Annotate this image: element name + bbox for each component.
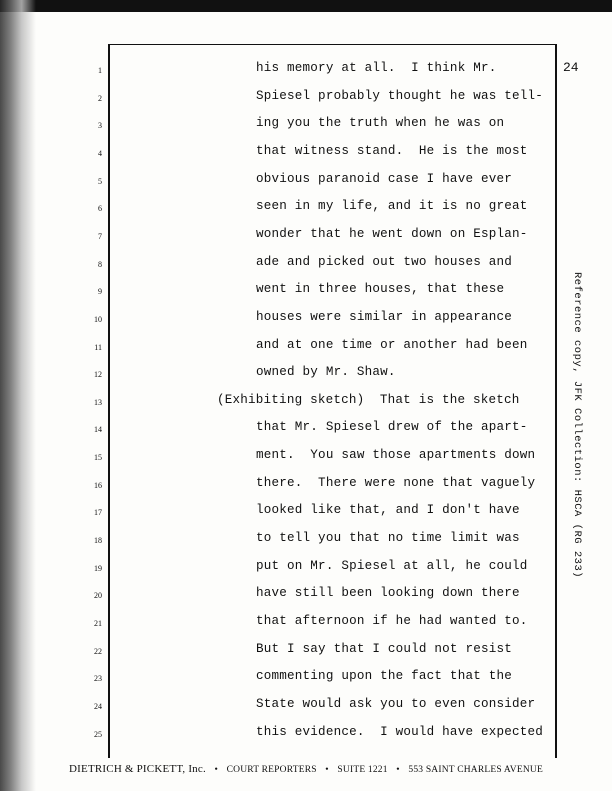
- transcript-line: that Mr. Spiesel drew of the apart-: [256, 420, 528, 435]
- transcript-line: commenting upon the fact that the: [256, 669, 512, 684]
- transcript-line: to tell you that no time limit was: [256, 531, 520, 546]
- transcript-line: there. There were none that vaguely: [256, 475, 536, 490]
- line-number: 13: [94, 397, 102, 407]
- transcript-line: that afternoon if he had wanted to.: [256, 614, 528, 628]
- reference-stamp: Reference copy, JFK Collection: HSCA (RG 233): [571, 272, 583, 579]
- line-number: 8: [98, 259, 102, 269]
- transcript-line: wonder that he went down on Esplan-: [256, 226, 528, 241]
- transcript-line: went in three houses, that these: [256, 282, 505, 297]
- line-number: 7: [98, 231, 102, 241]
- transcript-line: obvious paranoid case I have ever: [256, 171, 512, 186]
- line-number: 1: [98, 66, 102, 75]
- firm-address: 553 SAINT CHARLES AVENUE: [408, 765, 543, 775]
- firm-role: COURT REPORTERS: [226, 765, 317, 775]
- line-number: 17: [94, 508, 102, 518]
- transcript-line: this evidence. I would have expected: [256, 724, 544, 739]
- footer-separator: •: [396, 765, 400, 775]
- firm-suite: SUITE 1221: [337, 765, 388, 775]
- transcript-line: seen in my life, and it is no great: [256, 199, 528, 214]
- court-reporter-footer: [0, 763, 612, 775]
- transcript-line: ment. You saw those apartments down: [256, 448, 536, 463]
- line-number: 23: [94, 674, 102, 684]
- transcript-line: and at one time or another had been: [256, 337, 528, 352]
- line-number: 19: [94, 563, 102, 573]
- transcript-line: put on Mr. Spiesel at all, he could: [256, 558, 528, 573]
- transcript-line: that witness stand. He is the most: [256, 143, 528, 158]
- transcript-line: (Exhibiting sketch) That is the sketch: [217, 392, 520, 407]
- line-number: 4: [98, 148, 102, 158]
- line-number: 5: [98, 176, 102, 186]
- line-number: 6: [98, 204, 102, 214]
- line-number: 22: [94, 646, 102, 656]
- line-number: 21: [94, 619, 102, 628]
- transcript-line: ing you the truth when he was on: [256, 116, 505, 131]
- line-number: 9: [98, 287, 102, 297]
- transcript-line: owned by Mr. Shaw.: [256, 365, 396, 380]
- line-number: 25: [94, 729, 102, 739]
- page-number: 24: [563, 60, 579, 75]
- footer-separator: •: [325, 765, 329, 775]
- transcript-line: his memory at all. I think Mr.: [256, 61, 497, 75]
- scan-top-border: [0, 0, 612, 12]
- transcript-line: State would ask you to even consider: [256, 696, 536, 711]
- line-number: 2: [98, 93, 102, 103]
- line-number: 16: [94, 480, 102, 490]
- transcript-line: looked like that, and I don't have: [256, 503, 520, 518]
- line-number: 18: [94, 536, 102, 546]
- line-number: 14: [94, 425, 102, 435]
- transcript-line: Spiesel probably thought he was tell-: [256, 88, 544, 103]
- transcript-line: houses were similar in appearance: [256, 309, 512, 324]
- line-number: 11: [94, 342, 102, 352]
- transcript-line: But I say that I could not resist: [256, 641, 512, 656]
- line-number: 24: [94, 701, 102, 711]
- line-number: 10: [94, 314, 102, 324]
- footer-separator: •: [214, 765, 219, 775]
- transcript-line: ade and picked out two houses and: [256, 254, 512, 269]
- line-number: 20: [94, 591, 102, 601]
- scan-left-edge: [0, 0, 36, 791]
- firm-name: DIETRICH & PICKETT, Inc.: [69, 763, 206, 775]
- line-number: 15: [94, 453, 102, 463]
- transcript-line: have still been looking down there: [256, 586, 520, 601]
- line-number: 3: [98, 121, 102, 131]
- line-number: 12: [94, 370, 102, 380]
